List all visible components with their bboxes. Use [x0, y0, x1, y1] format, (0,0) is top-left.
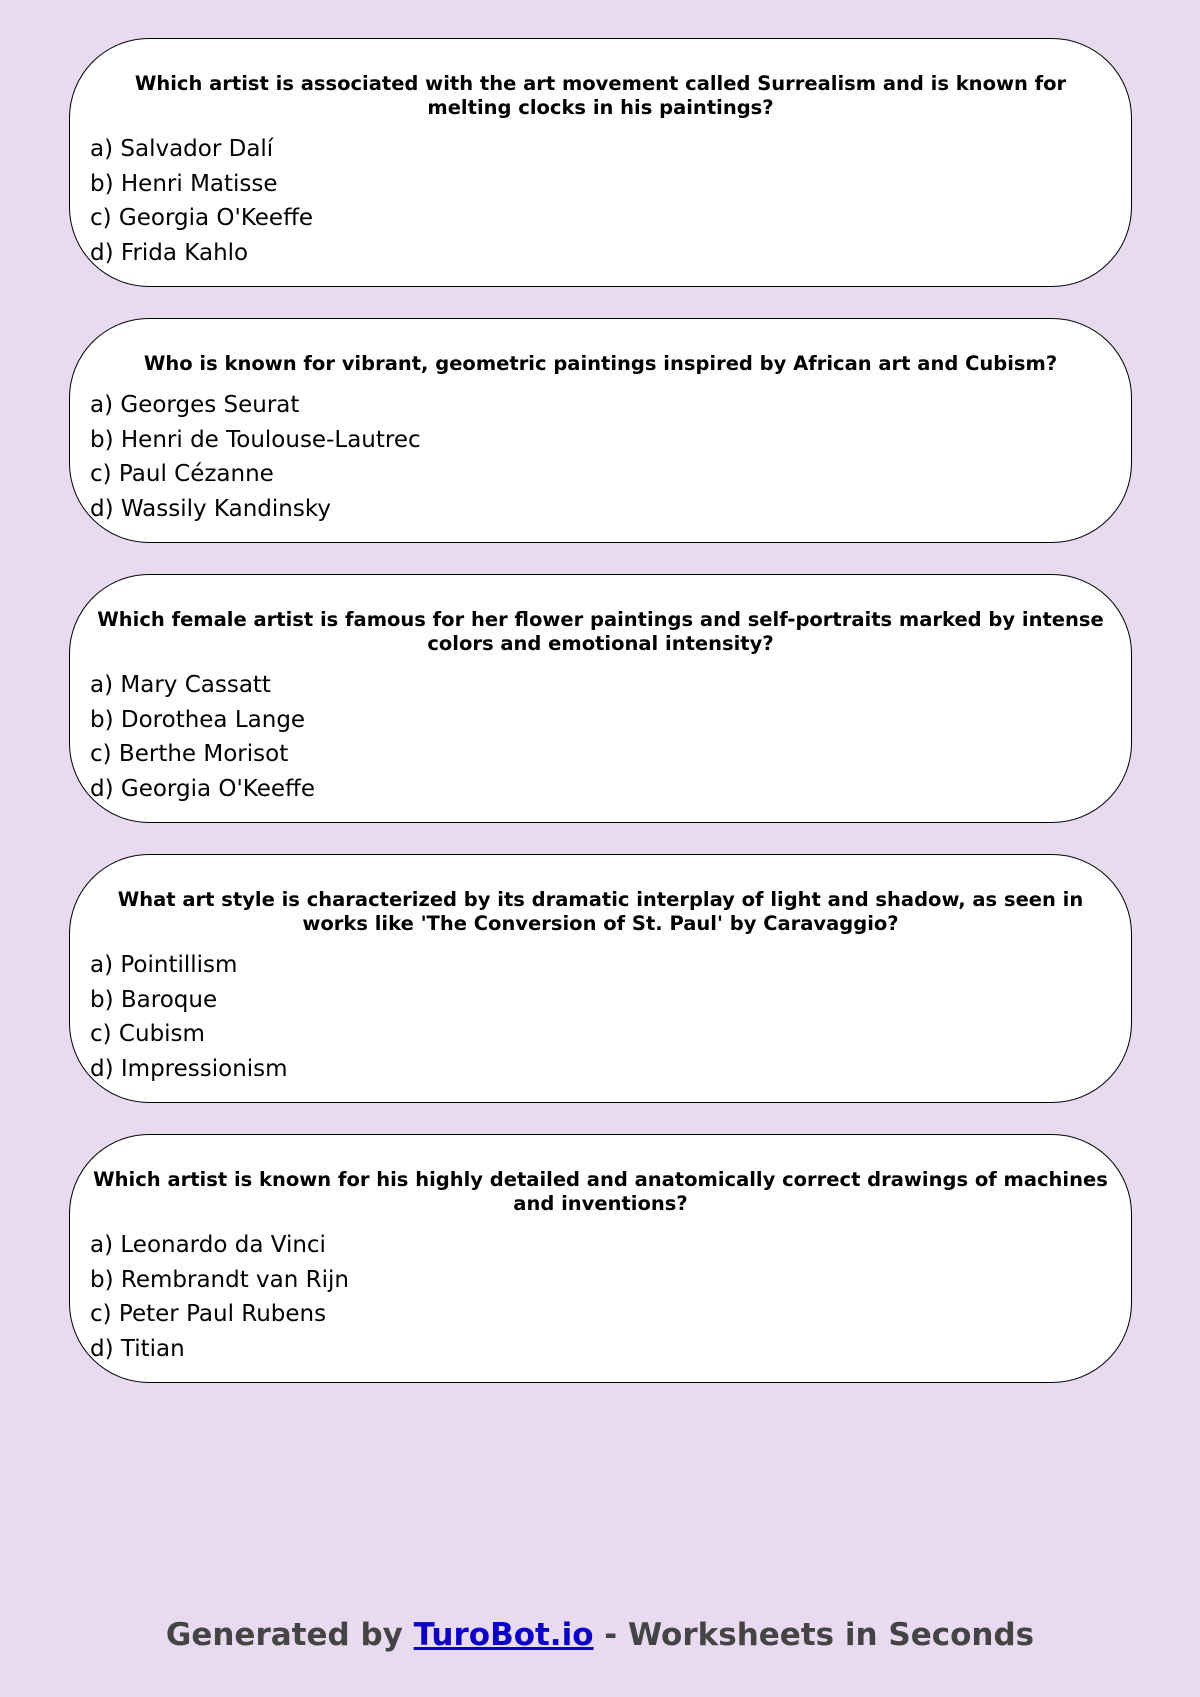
question-text: Which artist is known for his highly detailed and anatomically correct drawings of machines and inventions?: [93, 1168, 1108, 1215]
question-card-2: [69, 318, 1132, 543]
options-list: [90, 668, 1111, 806]
footer-suffix: - Worksheets in Seconds: [593, 1617, 1035, 1653]
option-d: d) Georgia O'Keeffe: [90, 775, 316, 802]
option-b: b) Dorothea Lange: [90, 706, 306, 733]
option-a: a) Mary Cassatt: [90, 672, 271, 698]
question-text: What art style is characterized by its dramatic interplay of light and shadow, as seen in works like 'The Conversion of St. Paul' by Caravaggio?: [117, 888, 1084, 935]
option-a: a) Salvador Dalí: [90, 136, 274, 162]
option-b: b) Rembrandt van Rijn: [90, 1266, 349, 1293]
options-list: [90, 948, 1111, 1086]
quiz-container: [69, 38, 1132, 1414]
option-c: c) Peter Paul Rubens: [90, 1301, 327, 1327]
question-card-4: [69, 854, 1132, 1103]
option-b: b) Henri Matisse: [90, 170, 278, 197]
options-list: [90, 1228, 1111, 1366]
option-d: d) Wassily Kandinsky: [90, 495, 331, 522]
option-d: d) Titian: [90, 1335, 185, 1362]
question-card-5: [69, 1134, 1132, 1383]
options-list: [90, 388, 1111, 526]
question-card-3: [69, 574, 1132, 823]
option-b: b) Baroque: [90, 986, 218, 1013]
option-a: a) Pointillism: [90, 952, 238, 978]
question-text: Who is known for vibrant, geometric paintings inspired by African art and Cubism?: [143, 352, 1058, 375]
question-text: Which artist is associated with the art movement called Surrealism and is known for melting clocks in his paintings?: [134, 72, 1067, 119]
options-list: [90, 132, 1111, 270]
option-c: c) Georgia O'Keeffe: [90, 205, 314, 231]
footer-prefix: Generated by: [165, 1617, 414, 1653]
option-b: b) Henri de Toulouse-Lautrec: [90, 426, 421, 453]
option-c: c) Berthe Morisot: [90, 741, 289, 767]
footer: [0, 1617, 1200, 1653]
option-a: a) Leonardo da Vinci: [90, 1232, 326, 1258]
turobot-link[interactable]: TuroBot.io: [413, 1617, 594, 1653]
option-c: c) Paul Cézanne: [90, 461, 274, 487]
question-text: Which female artist is famous for her flower paintings and self-portraits marked by intense colors and emotional intensity?: [97, 608, 1104, 655]
option-a: a) Georges Seurat: [90, 392, 300, 418]
option-d: d) Impressionism: [90, 1055, 288, 1082]
option-c: c) Cubism: [90, 1021, 205, 1047]
question-card-1: [69, 38, 1132, 287]
option-d: d) Frida Kahlo: [90, 239, 249, 266]
